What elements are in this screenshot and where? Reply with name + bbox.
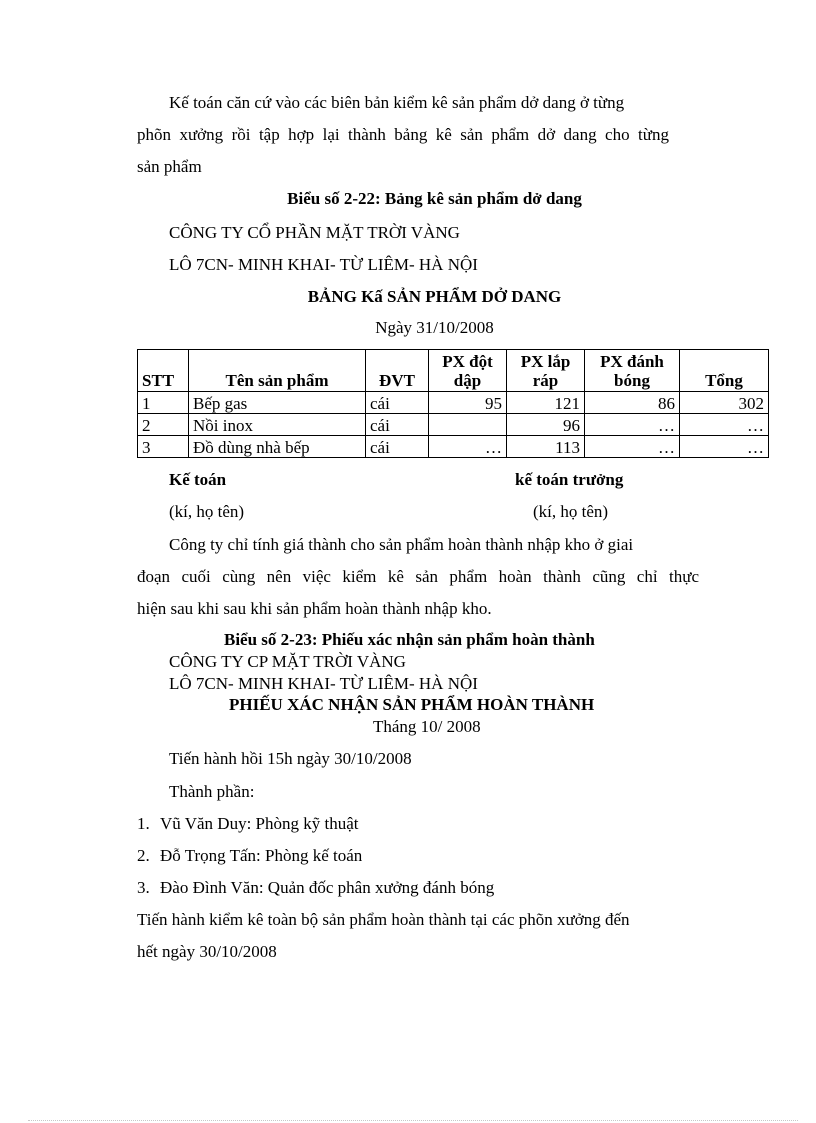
intro-line-2: phõn xưởng rồi tập hợp lại thành bảng kê sản phẩm dở dang cho từng — [137, 125, 669, 144]
middle-line-1: Công ty chỉ tính giá thành cho sản phẩm hoàn thành nhập kho ở giai — [169, 535, 634, 554]
member-number: 1. — [137, 814, 150, 833]
header-px-dot-dap: PX đột dập — [429, 350, 507, 392]
cell-name: Đồ dùng nhà bếp — [189, 436, 366, 458]
cell-total: 302 — [680, 392, 769, 414]
cell-px2: 96 — [507, 414, 585, 436]
cell-px3: … — [585, 436, 680, 458]
header-px-danh-bong: PX đánh bóng — [585, 350, 680, 392]
member-item: Đào Đình Văn: Quản đốc phân xưởng đánh bóng — [160, 878, 495, 897]
header-px-lap-rap: PX lắp ráp — [507, 350, 585, 392]
cell-name: Nồi inox — [189, 414, 366, 436]
table-row — [138, 392, 769, 414]
cell-px1 — [429, 414, 507, 436]
form23-caption: Biểu số 2-23: Phiếu xác nhận sản phẩm hoàn thành — [224, 630, 595, 649]
cell-unit: cái — [366, 392, 429, 414]
header-unit: ĐVT — [366, 350, 429, 392]
form23-address: LÔ 7CN- MINH KHAI- TỪ LIÊM- HÀ NỘI — [169, 674, 478, 693]
cell-name: Bếp gas — [189, 392, 366, 414]
cell-total: … — [680, 414, 769, 436]
cell-px2: 113 — [507, 436, 585, 458]
header-stt: STT — [138, 350, 189, 392]
form23-members-label: Thành phần: — [169, 782, 255, 801]
closing-line-1: Tiến hành kiểm kê toàn bộ sản phẩm hoàn thành tại các phõn xưởng đến — [137, 910, 630, 929]
member-item: Vũ Văn Duy: Phòng kỹ thuật — [160, 814, 359, 833]
cell-px3: 86 — [585, 392, 680, 414]
closing-line-2: hết ngày 30/10/2008 — [137, 942, 277, 961]
table-row — [138, 436, 769, 458]
cell-unit: cái — [366, 436, 429, 458]
middle-line-3: hiện sau khi sau khi sản phẩm hoàn thành nhập kho. — [137, 599, 492, 618]
form22-company: CÔNG TY CỔ PHẦN MẶT TRỜI VÀNG — [169, 223, 460, 242]
form22-caption: Biểu số 2-22: Bảng kê sản phẩm dở dang — [287, 189, 582, 208]
intro-line-1: Kế toán căn cứ vào các biên bản kiểm kê sản phẩm dở dang ở từng — [169, 93, 625, 112]
middle-line-2: đoạn cuối cùng nên việc kiểm kê sản phẩm hoàn thành cũng chỉ thực — [137, 567, 699, 586]
intro-line-3: sản phẩm — [137, 157, 202, 176]
cell-unit: cái — [366, 414, 429, 436]
table-header-row — [138, 350, 769, 392]
member-number: 3. — [137, 878, 150, 897]
cell-px3: … — [585, 414, 680, 436]
form23-month: Tháng 10/ 2008 — [373, 717, 481, 736]
form22-address: LÔ 7CN- MINH KHAI- TỪ LIÊM- HÀ NỘI — [169, 255, 478, 274]
cell-total: … — [680, 436, 769, 458]
cell-stt: 2 — [138, 414, 189, 436]
cell-px1: 95 — [429, 392, 507, 414]
sign-accountant-note: (kí, họ tên) — [169, 502, 245, 521]
form23-company: CÔNG TY CP MẶT TRỜI VÀNG — [169, 652, 406, 671]
inventory-table — [137, 349, 769, 458]
sign-chief-accountant-note: (kí, họ tên) — [533, 502, 609, 521]
member-item: Đỗ Trọng Tấn: Phòng kế toán — [160, 846, 363, 865]
form22-date: Ngày 31/10/2008 — [375, 318, 494, 337]
sign-accountant: Kế toán — [169, 470, 227, 489]
cell-stt: 1 — [138, 392, 189, 414]
form23-title: PHIẾU XÁC NHẬN SẢN PHẨM HOÀN THÀNH — [229, 695, 595, 714]
sign-chief-accountant: kế toán trưởng — [515, 470, 624, 489]
cell-stt: 3 — [138, 436, 189, 458]
header-total: Tổng — [680, 350, 769, 392]
header-product-name: Tên sản phẩm — [189, 350, 366, 392]
page-bottom-divider — [28, 1120, 798, 1121]
cell-px2: 121 — [507, 392, 585, 414]
cell-px1: … — [429, 436, 507, 458]
form23-meeting: Tiến hành hồi 15h ngày 30/10/2008 — [169, 749, 412, 768]
form22-title: BẢNG Kấ SẢN PHẨM DỞ DANG — [307, 287, 562, 306]
table-row — [138, 414, 769, 436]
member-number: 2. — [137, 846, 150, 865]
